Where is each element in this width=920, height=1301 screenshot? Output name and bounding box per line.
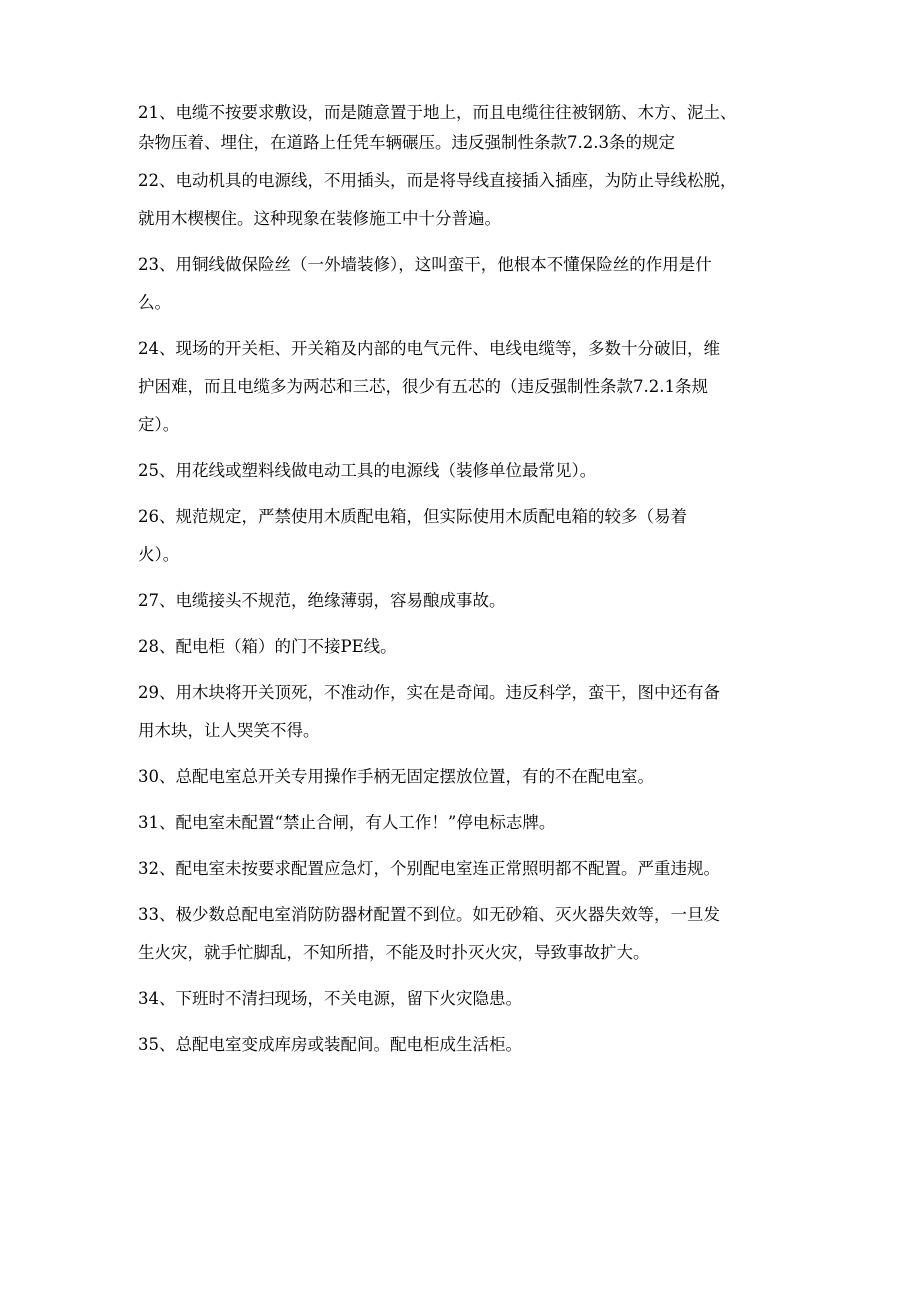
item-line: 25、用花线或塑料线做电动工具的电源线（装修单位最常见）。 (138, 461, 597, 480)
item-line: 杂物压着、埋住，在道路上任凭车辆碾压。违反强制性条款7.2.3条的规定 (138, 133, 675, 152)
item-line: 火）。 (138, 545, 180, 564)
item-30 (138, 762, 800, 800)
item-21 (138, 98, 800, 158)
item-29 (138, 678, 800, 754)
item-28 (138, 632, 800, 670)
item-line: 护困难，而且电缆多为两芯和三芯，很少有五芯的（违反强制性条款7.2.1条规 (138, 377, 708, 396)
item-line: 28、配电柜（箱）的门不接PE线。 (138, 637, 397, 656)
item-26 (138, 502, 800, 578)
item-25 (138, 456, 800, 494)
item-line: 27、电缆接头不规范，绝缘薄弱，容易酿成事故。 (138, 591, 506, 610)
item-line: 23、用铜线做保险丝（一外墙装修），这叫蛮干，他根本不懂保险丝的作用是什 (138, 255, 712, 274)
item-35 (138, 1030, 800, 1068)
item-line: 31、配电室未配置“禁止合闸，有人工作！”停电标志牌。 (138, 813, 556, 832)
item-line: 22、电动机具的电源线，不用插头，而是将导线直接插入插座，为防止导线松脱， (138, 171, 737, 190)
item-33 (138, 900, 800, 976)
item-34 (138, 984, 800, 1022)
item-line: 32、配电室未按要求配置应急灯，个别配电室连正常照明都不配置。严重违规。 (138, 859, 720, 878)
item-23 (138, 250, 800, 326)
item-32 (138, 854, 800, 892)
item-line: 26、规范规定，严禁使用木质配电箱，但实际使用木质配电箱的较多（易着 (138, 507, 687, 526)
item-line: 33、极少数总配电室消防防器材配置不到位。如无砂箱、灭火器失效等，一旦发 (138, 905, 720, 924)
item-line: 用木块，让人哭笑不得。 (138, 721, 320, 740)
item-line: 34、下班时不清扫现场，不关电源，留下火灾隐患。 (138, 989, 522, 1008)
item-line: 生火灾，就手忙脚乱，不知所措，不能及时扑灭火灾，导致事故扩大。 (138, 943, 650, 962)
item-27 (138, 586, 800, 624)
item-line: 24、现场的开关柜、开关箱及内部的电气元件、电线电缆等，多数十分破旧，维 (138, 339, 720, 358)
item-31 (138, 808, 800, 846)
item-line: 定）。 (138, 415, 180, 434)
item-22 (138, 166, 800, 242)
item-line: 29、用木块将开关顶死，不准动作，实在是奇闻。违反科学，蛮干，图中还有备 (138, 683, 720, 702)
item-line: 就用木楔楔住。这种现象在装修施工中十分普遍。 (138, 209, 501, 228)
document-page (138, 98, 800, 1068)
item-line: 21、电缆不按要求敷设，而是随意置于地上，而且电缆往往被钢筋、木方、泥土、 (138, 103, 737, 122)
item-line: 35、总配电室变成库房或装配间。配电柜成生活柜。 (138, 1035, 522, 1054)
item-line: 30、总配电室总开关专用操作手柄无固定摆放位置，有的不在配电室。 (138, 767, 654, 786)
item-line: 么。 (138, 293, 171, 312)
item-24 (138, 334, 800, 448)
